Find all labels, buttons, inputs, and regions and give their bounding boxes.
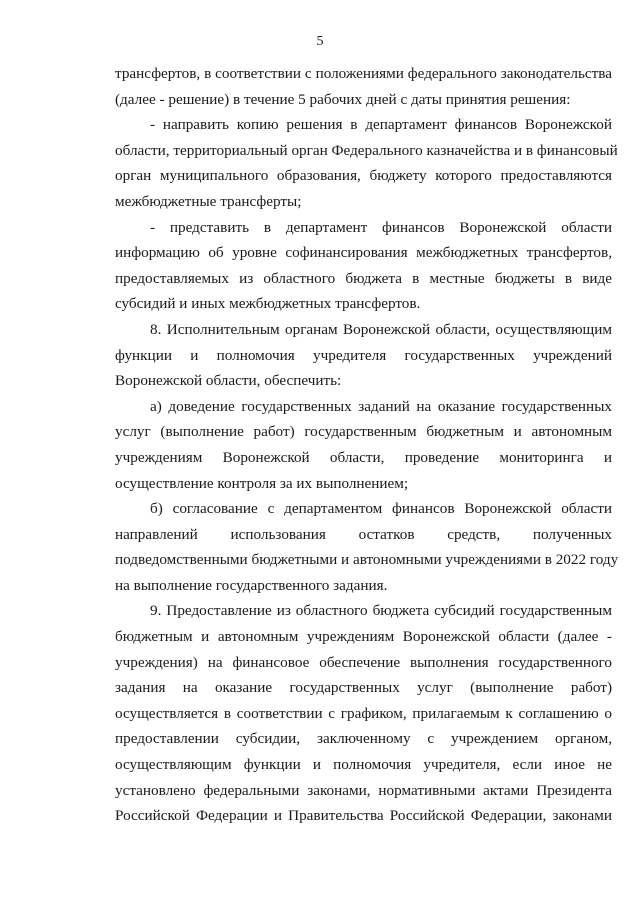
text-line: межбюджетные трансферты; (115, 192, 302, 210)
text-line: 8. Исполнительным органам Воронежской области, осуществляющим (150, 320, 612, 338)
text-line: направлений использования остатков средств, полученных (115, 525, 612, 543)
text-line: орган муниципального образования, бюджету которого предоставляются (115, 167, 612, 185)
text-line: функции и полномочия учредителя государственных учреждений (115, 346, 612, 364)
text-line: на выполнение государственного задания. (115, 576, 388, 594)
text-line: осуществление контроля за их выполнением; (115, 474, 409, 492)
page-number: 5 (316, 34, 324, 49)
text-line: осуществляющим функции и полномочия учредителя, если иное не (115, 756, 612, 774)
text-line: учреждения) на финансовое обеспечение выполнения государственного (115, 653, 612, 671)
text-line: бюджетным и автономным учреждениям Воронежской области (далее - (115, 628, 612, 646)
text-line: задания на оказание государственных услуг (выполнение работ) (115, 679, 612, 697)
text-line: подведомственными бюджетными и автономными учреждениями в 2022 году (115, 551, 619, 569)
text-line: Воронежской области, обеспечить: (115, 372, 342, 390)
text-line: предоставляемых из областного бюджета в местные бюджеты в виде (115, 269, 612, 287)
text-line: учреждениям Воронежской области, проведение мониторинга и (115, 448, 612, 466)
text-line: осуществляется в соответствии с графиком, прилагаемым к соглашению о (115, 704, 612, 722)
text-line: 9. Предоставление из областного бюджета субсидий государственным (150, 602, 612, 620)
text-line: информацию об уровне софинансирования межбюджетных трансфертов, (115, 244, 612, 262)
text-line: б) согласование с департаментом финансов Воронежской области (150, 500, 612, 518)
text-line: трансфертов, в соответствии с положениями федерального законодательства (115, 65, 612, 82)
text-line: - представить в департамент финансов Воронежской области (150, 218, 612, 236)
text-line: (далее - решение) в течение 5 рабочих дней с даты принятия решения: (115, 90, 571, 108)
text-line: области, территориальный орган Федерального казначейства и в финансовый (115, 141, 618, 159)
document-body (115, 61, 619, 829)
text-line: субсидий и иных межбюджетных трансфертов. (115, 295, 421, 313)
text-line: услуг (выполнение работ) государственным бюджетным и автономным (115, 423, 612, 441)
text-line: а) доведение государственных заданий на оказание государственных (150, 397, 612, 415)
text-line: предоставлении субсидии, заключенному с учреждением органом, (115, 730, 612, 748)
text-line: Российской Федерации и Правительства Российской Федерации, законами (115, 807, 612, 825)
text-line: - направить копию решения в департамент финансов Воронежской (150, 116, 612, 134)
text-line: установлено федеральными законами, нормативными актами Президента (115, 781, 612, 799)
